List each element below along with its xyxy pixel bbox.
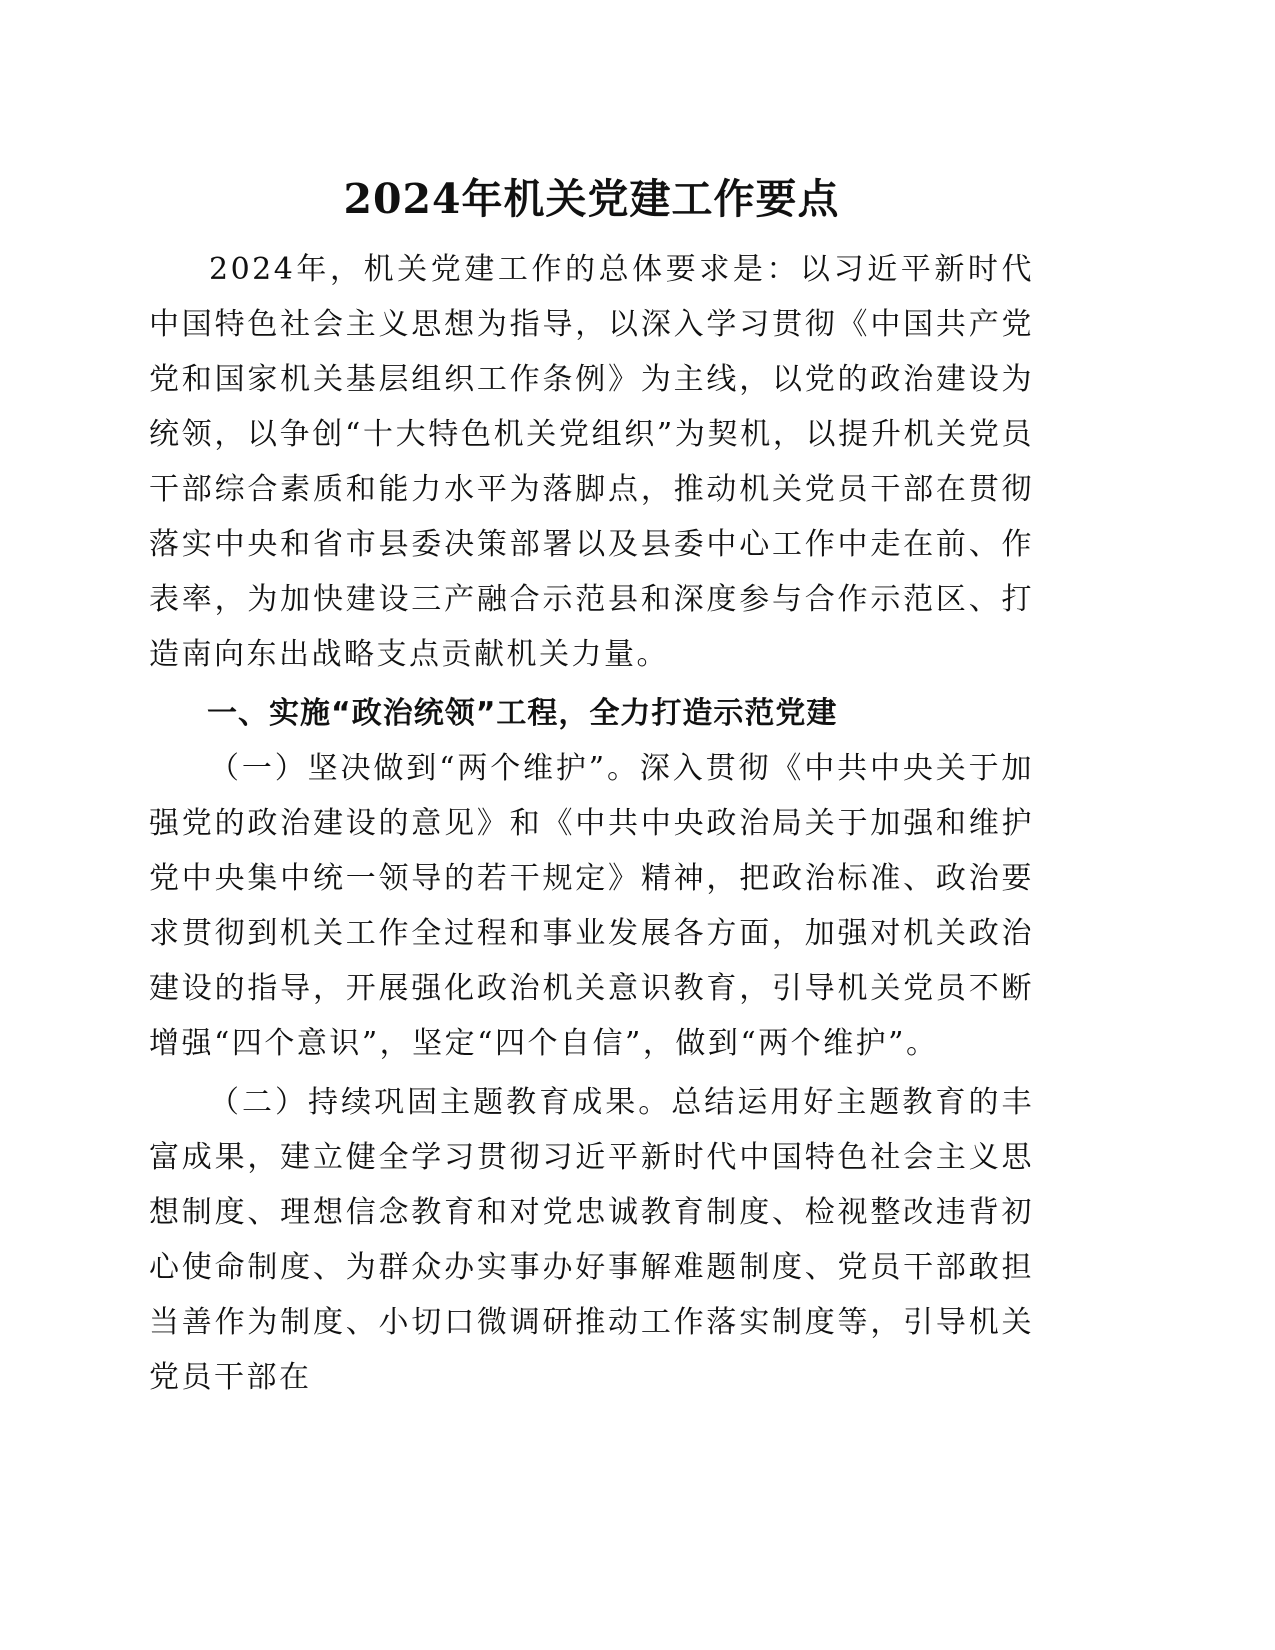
document-title: 2024年机关党建工作要点 (343, 175, 840, 223)
item-paragraph-2: （二）持续巩固主题教育成果。总结运用好主题教育的丰富成果，建立健全学习贯彻习近平新时代中国特色社会主义思想制度、理想信念教育和对党忠诚教育制度、检视整改违背初心使命制度、为群众办实事办好事解难题制度、党员干部敢担当善作为制度、小切口微调研推动工作落实制度等，引导机关党员干部在 (149, 1085, 1034, 1395)
item-paragraph-1: （一）坚决做到“两个维护”。深入贯彻《中共中央关于加强党的政治建设的意见》和《中共中央政治局关于加强和维护党中央集中统一领导的若干规定》精神，把政治标准、政治要求贯彻到机关工作全过程和事业发展各方面，加强对机关政治建设的指导，开展强化政治机关意识教育，引导机关党员不断增强“四个意识”，坚定“四个自信”，做到“两个维护”。 (149, 751, 1034, 1061)
document-page (149, 170, 1034, 1405)
intro-paragraph: 2024年，机关党建工作的总体要求是：以习近平新时代中国特色社会主义思想为指导，以深入学习贯彻《中国共产党党和国家机关基层组织工作条例》为主线，以党的政治建设为统领，以争创“十大特色机关党组织”为契机，以提升机关党员干部综合素质和能力水平为落脚点，推动机关党员干部在贯彻落实中央和省市县委决策部署以及县委中心工作中走在前、作表率，为加快建设三产融合示范县和深度参与合作示范区、打造南向东出战略支点贡献机关力量。 (149, 252, 1034, 672)
section-heading-1: 一、实施“政治统领”工程，全力打造示范党建 (207, 696, 838, 731)
